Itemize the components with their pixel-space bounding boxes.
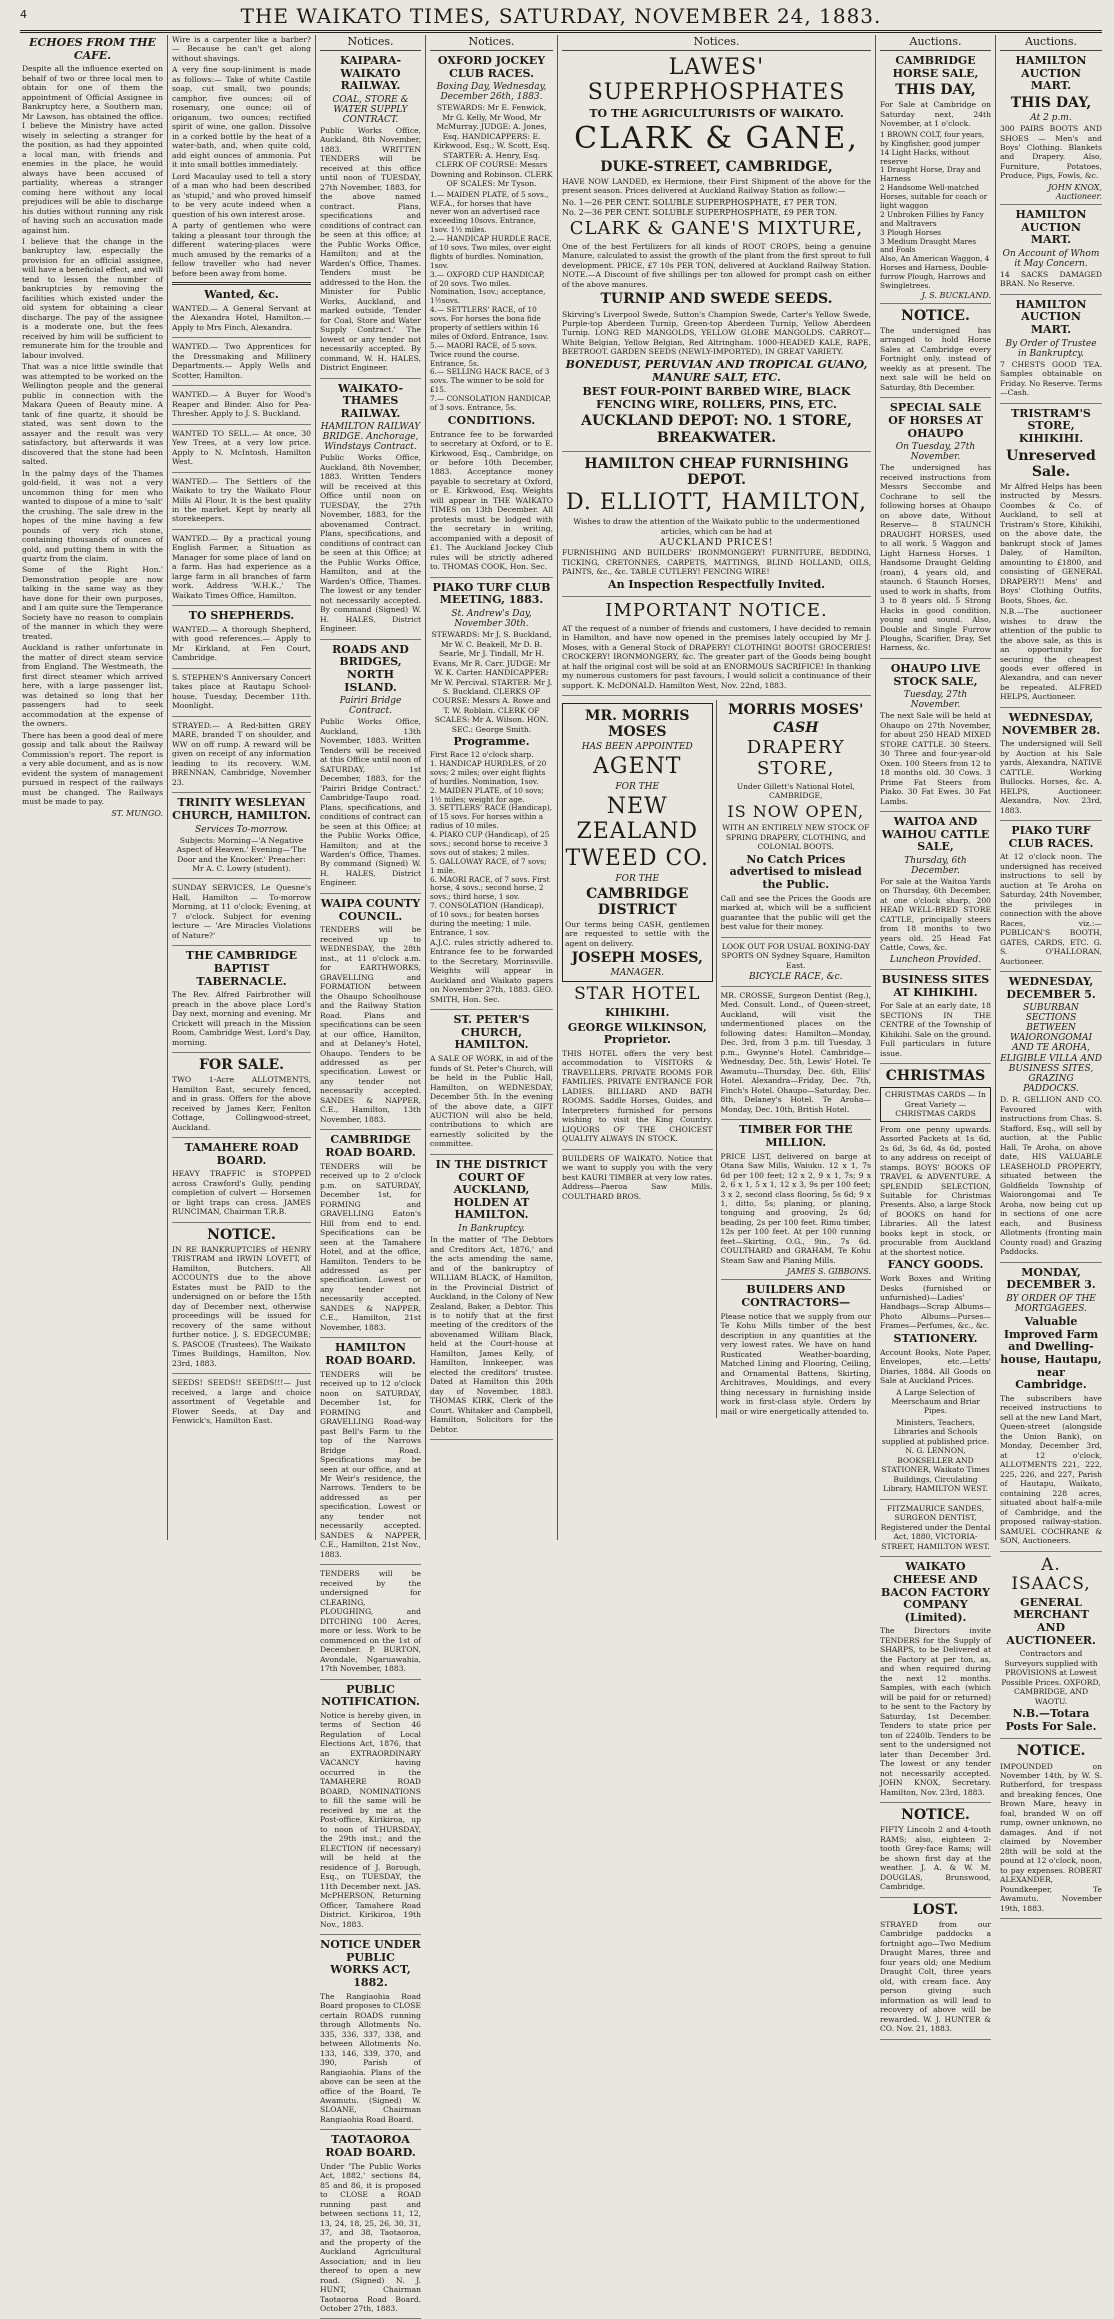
auction-lots: 1 BROWN COLT, four years, by Kingfisher, good jumper 14 Light Hacks, without reserve 1 Draught Horse, Dray and Harness 2 Handsome Well-matched Horses, suitable for coach or light waggon 2 Unbroken Fillies by Fancy and Maltravers 3 Plough Horses 3 Medium Draught Mares and Foals Also, An American Waggon, 4 Horses and Harness, Double-furrow Plough, Harrows and Swingletrees. [880, 129, 990, 290]
tweed-agency-ad [562, 703, 713, 982]
ad-body: The Rev. Alfred Fairbrother will preach in the above place Lord's Day next, morning and evening. Mr Crickett will preach in the Mission Room, Cambridge West, Lord's Day, morning. [172, 990, 311, 1047]
ad-heading: THE CAMBRIDGE BAPTIST TABERNACLE. [185, 949, 298, 988]
notice-heading: IN THE DISTRICT COURT OF AUCKLAND, HOLDEN AT HAMILTON. [435, 1157, 548, 1222]
auction-title: Valuable Improved Farm and Dwelling-house, Hautapu, near Cambridge. [1000, 1314, 1102, 1392]
article-paragraph: Despite all the influence exerted on behalf of two or three local men to obtain for one of them the appointment of Official Assignee in Bankruptcy here, a Southern man, Mr Lawson, has obtained the office. I believe the Ministry have acted wisely in selecting a stranger for the position, as had they appointed a local man, with friends and enemies in the place, he would always have been accused of partiality, whereas a stranger coming here without any local prejudices will be able to discharge his duties without running any risk of having such an accusation made against him. [22, 64, 163, 235]
notice-body: TENDERS will be received up to 2 o'clock p.m. on SATURDAY, December 1st, for FORMING and GRAVELLING Eaton's Hill from end to end. Specifications can be seen at the Tamahere Hotel, and at the office, Hamilton. Tenders to be addressed as per specification. Lowest or any tender not necessarily accepted. SANDES & NAPPER, C.E., Hamilton, 21st November, 1883. [320, 1161, 421, 1332]
notice-body: TENDERS will be received by the undersigned for CLEARING, PLOUGHING, and DITCHING 100 Acres, more or less. Work to be commenced on the 1st of December. P. BURTON, Avondale, Ngaruawahia, 17th November, 1883. [320, 1569, 421, 1674]
ad-body: STRAYED.— A Red-bitten GREY MARE, branded T on shoulder, and WW on off rump. A reward will be given on receipt of any information leading to its recovery. W.M. BRENNAN, Cambridge, November 23. [172, 720, 311, 787]
notice-subheading: St. Andrew's Day, November 30th. [451, 609, 532, 630]
ad-body: From one penny upwards. Assorted Packets at 1s 6d, 2s 6d, 3s 6d, 4s 6d, posted to any address on receipt of stamps. BOYS' BOOKS OF TRAVEL & ADVENTURE. A SPLENDID SELECTION, Suitable for Christmas Presents. Also, a large Stock of BOOKS on hand for Libraries. All the latest books kept in stock, or procurable from Auckland at the shortest notice. [880, 1124, 991, 1257]
notice-heading: PIAKO TURF CLUB MEETING, 1883. [432, 580, 551, 607]
ad-body: FITZMAURICE SANDES, SURGEON DENTIST, Registered under the Dental Act, 1880, VICTORIA-STREET, HAMILTON WEST. [880, 1503, 991, 1551]
notice-heading: ROADS AND BRIDGES, NORTH ISLAND. [332, 642, 409, 694]
ad-heading: WAIKATO CHEESE AND BACON FACTORY COMPANY (Limited). [881, 1560, 990, 1624]
misc-paragraph: Wire is a carpenter like a barber? — Because he can't get along without shavings. [172, 35, 311, 63]
two-column-ads [562, 700, 871, 1418]
ad-body: MR. CROSSE, Surgeon Dentist (Reg.), Med. Consult. Lond., of Queen-street, Auckland, will visit the undermentioned places on the following dates: Hamilton—Monday, Dec. 3rd, from 3 p.m. till Tuesday, 3 p.m., Gwynne's Hotel. Cambridge—Wednesday, Dec. 5th, Lewis' Hotel. Te Awamutu—Thursday, Dec. 6th, Ellis' Hotel. Alexandra—Friday, Dec. 7th, Finch's Hotel. Ohaupo—Saturday, Dec. 8th, Delaney's Hotel. Te Aroha—Monday, Dec. 10th, British Hotel. [720, 990, 871, 1114]
ad-body: Please notice that we supply from our Te Kohu Mills timber of the best description in any quantities at the very lowest rates. We have on hand Rusticated Weather-boarding, Matched Lining and Flooring, Ceiling, and Ornamental Battens, Skirting, Architraves, Mouldings, and every thing necessary in furnishing inside work in first-class style. Orders by mail or wire energetically attended to. [720, 1311, 871, 1416]
article-paragraph: In the palmy days of the Thames gold-field, it was not a very uncommon thing for men who wanted to dispose of a mine to 'salt' the crushing. The sale drew in the hopes of the mine having a few pounds of very rich stone, containing thousands of ounces of gold, and putting them in with the quartz from the claim. [22, 468, 163, 563]
ad-line: AGENT [593, 754, 682, 780]
ad-headline: LAWES' SUPERPHOSPHATES [587, 55, 846, 106]
wanted-ad: WANTED.— By a practical young English Farmer, a Situation as Manager for some place of land on a farm. Has had experience as a large farm in all branches of farm work. Address 'W.H.K.,' The Waikato Times Office, Hamilton. [172, 533, 311, 600]
auction-date: THIS DAY, [895, 82, 976, 99]
ad-heading: TO SHEPHERDS. [188, 609, 295, 623]
auction-body: N.B.—The auctioneer wishes to draw the attention of the public to the above sale, as this is an opportunity for securing the cheapest goods ever offered in Alexandra, and can never be repeated. ALFRED HELPS, Auctioneer. [1000, 607, 1102, 702]
ad-body: IN RE BANKRUPTCIES of HENRY TRISTRAM and IRWIN LOVETT, of Hamilton, Butchers. All ACCOUNTS due to the above Estates must be PAID to the undersigned on or before the 15th day of December next, otherwise proceedings will be issued for recovery of the same without further notice. J. S. EDGECUMBE; S. PASCOE (Trustees). The Waikato Times Buildings, Hamilton, Nov. 23rd, 1883. [172, 1245, 311, 1368]
notice-heading: TAOTAOROA ROAD BOARD. [325, 2133, 416, 2160]
notice-heading: NOTICE UNDER PUBLIC WORKS ACT, 1882. [320, 1938, 421, 1990]
notice-body: Public Works Office, Auckland, 8th November, 1883. WRITTEN TENDERS will be received at this office until noon of TUESDAY, 27th November, 1883, for the above named contract. Plans, specifications and conditions of contract can be seen at this office; at the Public Works Office, Hamilton; and at the Warden's Office, Thames. Tenders must be addressed to the Hon. the Minister for Public Works, Auckland, and marked outside, 'Tender for Coal, Store and Water Supply Contract.' The lowest or any tender not necessarily accepted. By command, W. H. HALES, District Engineer. [320, 125, 421, 373]
notice-heading: CAMBRIDGE ROAD BOARD. [325, 1133, 416, 1160]
ad-line: BICYCLE RACE, &c. [749, 971, 843, 982]
price-list: No. 1—26 PER CENT. SOLUBLE SUPERPHOSPHATE, £7 PER TON. No. 2—36 PER CENT. SOLUBLE SUPERPHOSPHATE, £9 PER TON. [562, 197, 838, 217]
ad-body: HAVE NOW LANDED, ex Hermione, their First Shipment of the above for the present season. Prices delivered at Auckland Railway Station as follow:— [562, 176, 871, 196]
auction-heading: CAMBRIDGE HORSE SALE, [892, 54, 979, 80]
ad-line: An Inspection Respectfully Invited. [608, 577, 825, 591]
ad-body: S. STEPHEN'S Anniversary Concert takes place at Rautapu School-house, Tuesday, December 11th. Moonlight. [172, 672, 311, 711]
wanted-ad: WANTED.— A General Servant at the Alexandra Hotel, Hamilton.— Apply to Mrs Finch, Alexandra. [172, 303, 311, 332]
auction-heading: OHAUPO LIVE STOCK SALE, [890, 661, 981, 688]
notice-body: Under 'The Public Works Act, 1882,' sections 84, 85 and 86, it is proposed to CLOSE a ROAD running past and between sections 11, 12, 13, 24, 18, 25, 26, 30, 31, 37, and 38, Taotaoroa, and the property of the Auckland Agricultural Association; and in lieu thereof to open a new road. (Signed) N. J. HUNT, Chairman Taotaoroa Road Board. October 27th, 1883. [320, 2161, 421, 2313]
ad-headline: A. ISAACS, [1011, 1554, 1091, 1595]
auctioneer: JOHN KNOX, Auctioneer. [1048, 182, 1102, 201]
wanted-ad: WANTED.— Two Apprentices for the Dressmaking and Millinery Departments.— Apply Wells and Scotter, Hamilton. [172, 342, 311, 380]
column-header: Notices. [562, 35, 871, 51]
auction-heading: TRISTRAM'S STORE, KIHIKIHI. [1011, 406, 1091, 445]
auction-body: The undersigned will Sell by Auction at his Sale yards, Alexandra, NATIVE CATTLE. Working Bullocks. Horses, &c. A. HELPS, Auctioneer. Alexandra, Nov. 23rd, 1883. [1000, 739, 1102, 815]
ad-heading: NOTICE. [901, 1807, 970, 1824]
auction-date: Thursday, 6th December. [904, 856, 967, 876]
ad-headline: HAMILTON CHEAP FURNISHING DEPOT. [584, 455, 849, 488]
auction-body: For Sale at an early date, 18 SECTIONS IN THE CENTRE of the Township of Kihikihi. Sale on the ground. Full particulars in future issue. [880, 1001, 991, 1058]
auction-body: At 12 o'clock noon. The undersigned has received instructions to sell by auction at Te Aroha on Saturday, 24th November, the privileges in connection with the above Races, viz.:— PUBLICAN'S BOOTH, GATES, CARDS, ETC. G. S. O'HALLORAN, Auctioneer. [1000, 852, 1102, 966]
ad-firm-name: D. ELLIOTT, HAMILTON, [565, 489, 867, 515]
ad-body: SEEDS! SEEDS!! SEEDS!!!— Just received, a large and choice assortment of Vegetable and Flower Seeds, at Day and Fenwick's, Hamilton East. [172, 1378, 311, 1426]
wanted-ad: WANTED.— The Settlers of the Waikato to try the Waikato Flour Mills Al Flour. It is the best quality in the market. Kept by nearly all storekeepers. [172, 476, 311, 524]
auction-body: The next Sale will be held at Ohaupo on 27th November, for about 250 HEAD MIXED STORE CATTLE. 30 Steers. 30 Three and four-year-old Oxen. 100 Steers from 12 to 18 months old. 30 Cows. 3 Prime Fat Steers from Piako. 30 Fat Ewes. 30 Fat Lambs. [880, 711, 991, 806]
column-display-ads [558, 35, 876, 1540]
ad-line: No Catch Prices advertised to mislead the Public. [729, 852, 862, 891]
column-public-notices [316, 35, 426, 2313]
ad-headline: IMPORTANT NOTICE. [605, 600, 828, 622]
ad-body: WANTED.— A thorough Shepherd, with good references.— Apply to Mr Kirkland, at Fen Court, Cambridge. [172, 624, 311, 663]
ad-heading: FOR SALE. [198, 1057, 284, 1074]
ad-body: Ministers, Teachers, Libraries and Schools supplied at published price. N. G. LENNON, BOOKSELLER AND STATIONER, Waikato Times Buildings, Circulating Library, HAMILTON WEST. [881, 1417, 990, 1494]
column-auctions-1 [876, 35, 996, 2034]
notice-body: Notice is hereby given, in terms of Section 46 Regulation of Local Elections Act, 1876, that an EXTRAORDINARY VACANCY having occurred in the TAMAHERE ROAD BOARD, NOMINATIONS to fill the same will be received by me at the Post-office, Kirikiroa, up to noon of THURSDAY, the 29th inst.; and the ELECTION (if necessary) will be held at the residence of J. Borough, Esq., on TUESDAY, the 11th December next. JAS. McPHERSON, Returning Officer, Tamahere Road District. Kirikiroa, 19th Nov., 1883. [320, 1710, 421, 1929]
auction-body: The subscribers have received instructions to sell at the new Land Mart, Queen-street (alongside the Union Bank), on Monday, December 3rd, at 12 o'clock, ALLOTMENTS 221, 222, 225, 226, and 227, Parish of Hautapu, Waikato, containing 228 acres, situated about half-a-mile of Cambridge, and the proposed railway-station. SAMUEL COCHRANE & SON, Auctioneers. [1000, 1393, 1102, 1546]
ad-line: HAS BEEN APPOINTED [581, 742, 693, 753]
auction-heading: HAMILTON AUCTION MART. [1015, 207, 1087, 247]
notice-body: Public Works Office, Auckland, 13th November, 1883. Written Tenders will be received at this Office until noon of SATURDAY, 1st December, 1883, for the 'Pairiri Bridge Contract.' Cambridge-Taupo road. Plans, specifications, and conditions of contract can be seen at this Office; at the Public Works Office, Hamilton; and at the Warden's Office, Thames. By command (Signed) W. H. HALES, District Engineer. [320, 717, 421, 888]
ad-body: THIS HOTEL offers the very best accommodation to VISITORS & TRAVELLERS. PRIVATE ROOMS FOR FAMILIES. PRIVATE ENTRANCE FOR LADIES. BILLIARD AND BATH ROOMS. Saddle Horses, Guides, and Interpreters furnished for persons wishing to visit the King Country. LIQUORS OF THE CHOICEST QUALITY ALWAYS IN STOCK. [562, 1048, 713, 1144]
ad-headline: TURNIP AND SWEDE SEEDS. [600, 291, 833, 308]
ad-line: AUCKLAND DEPOT: NO. 1 STORE, BREAKWATER. [581, 413, 852, 446]
ad-body: Call and see the Prices the Goods are marked at, which will be a sufficient guarantee that the public will get the best value for their money. [720, 893, 871, 932]
column-header: Notices. [320, 35, 421, 51]
column-header: Auctions. [880, 35, 991, 51]
race-programme: First Race 12 o'clock sharp. 1. HANDICAP HURDLES, of 20 sovs; 2 miles; over eight flights of hurdles. Nomination, 1sov. 2. MAIDEN PLATE, of 10 sovs; 1½ miles; weight for age. 3. SETTLERS' RACE (Handicap), of 15 sovs. For horses within a radius of 10 miles. 4. PIAKO CUP (Handicap), of 25 sovs.; second horse to receive 3 sovs out of stakes; 2 miles. 5. GALLOWAY RACE, of 7 sovs; 1 mile. 6. MAORI RACE, of 7 sovs. First horse, 4 sovs.; second horse, 2 sovs.; third horse, 1 sov. 7. CONSOLATION (Handicap), of 10 sovs.; for beaten horses during the meeting; 1 mile. Entrance, 1 sov. [430, 750, 552, 937]
ad-body: Skirving's Liverpool Swede, Sutton's Champion Swede, Carter's Yellow Swede, Purple-top Aberdeen Turnip, Green-top Aberdeen Turnip, Yellow Aberdeen Turnip. LONG RED MANGOLDS, YELLOW GLOBE MANGOLDS. CARROT—White Belgian, Yellow Belgian, Red Altringham. 1000-HEADED KALE, RAPE, BEETROOT. GARDEN SEEDS (NEWLY-IMPORTED), IN GREAT VARIETY. [562, 309, 871, 357]
ad-heading: NOTICE. [1016, 1743, 1086, 1760]
race-officials: STEWARDS: Mr J. S. Buckland, Mr W. C. Beakell, Mr D. B. Searle, Mr J. Tindall, Mr H. Evans, Mr R. Carr. JUDGE: Mr W. K. Carter. HANDICAPPER: Mr W. Percival. STARTER: Mr J. S. Buckland. CLERKS OF COURSE: Messrs A. Rowe and T. W. Roblain. CLERK OF SCALES: Mr A. Wilson. HON. SEC.: George Smith. [430, 630, 553, 734]
ad-line: FOR THE [615, 781, 660, 792]
auction-heading: WEDNESDAY, DECEMBER 5. [1006, 975, 1096, 1001]
article-paragraph: That was a nice little swindle that was attempted to be worked on the Wellington people and the general public in connection with the Makara Queen of Beauty mine. A tank of fine quartz, it should be stated, was sent down to the assayer and the result was very satisfactory, but afterwards it was discovered that the stone had been salted. [22, 362, 163, 467]
notice-heading: KAIPARA-WAIKATO RAILWAY. [339, 54, 402, 93]
notice-body: In the matter of 'The Debtors and Creditors Act, 1876,' and the acts amending the same, and of the bankruptcy of WILLIAM BLACK, of Hamilton, in the Provincial District of Auckland, in the Colony of New Zealand, Baker, a Debtor. This is to notify that at the first meeting of the creditors of the abovenamed William Black, held at the Court-house at Hamilton, James Kelly, of Hamilton, Innkeeper, was elected the creditors' trustee. Dated at Hamilton this 20th day of November, 1883. THOMAS KIRK, Clerk of the Court. Whitaker and Campbell, Hamilton, Solicitors for the Debtor. [430, 1235, 553, 1434]
ad-subheadline: GENERAL MERCHANT AND AUCTIONEER. [1006, 1595, 1096, 1647]
auction-body: For Sale at Cambridge on Saturday next, 24th November, at 1 o'clock. [880, 100, 991, 129]
auction-date: Tuesday, 27th November. [903, 690, 968, 711]
ad-heading: LOST. [912, 1901, 959, 1918]
auction-subheading: SUBURBAN SECTIONS BETWEEN WAIORONGOMAI AND TE AROHA, [1009, 1003, 1093, 1054]
ad-prices: AUCKLAND PRICES! [659, 538, 774, 549]
ad-body: AT the request of a number of friends and customers, I have decided to remain in Hamilton, and have now opened in the premises lately occupied by Mr J. Moses, with a General Stock of DRAPERY! CLOTHING! BOOTS! GROCERIES! CROCKERY! IRONMONGERY, &c. The greater part of the Goods being bought at half the original cost will be sold at an ENORMOUS SACRIFICE! In thanking my numerous customers for past favours, I would solicit a continuance of their support. K. McDONALD. Hamilton West, Nov. 22nd, 1883. [562, 623, 871, 690]
ad-body: Under Gillett's National Hotel, CAMBRIDGE, [736, 781, 855, 801]
notice-body: A.J.C. rules strictly adhered to. Entrance fee to be forwarded to the Secretary, Morrinsville. Weights will appear in Auckland and Waikato papers on November 27th, 1883. GEO. SMITH, Hon. Sec. [430, 937, 553, 1004]
ad-body: Our terms being CASH, gentlemen are requested to settle with the agent on delivery. [565, 919, 710, 948]
misc-paragraph: A party of gentlemen who were taking a pleasant tour through the different watering-places were much amused by the remarks of a fellow traveller who had never before been away from home. [172, 221, 311, 278]
ad-line: JOSEPH MOSES, [571, 950, 703, 967]
notice-body: The Rangiaohia Road Board proposes to CLOSE certain ROADS running through Allotments No. 335, 336, 337, 338, and between Allotments No. 133, 146, 339, 370, and 390, Parish of Rangiaohia. Plans of the above can be seen at the office of the Board, Te Awamutu. (Signed) W. SLOANE, Chairman Rangiaohia Road Board. [320, 1991, 421, 2124]
ad-body: One of the best Fertilizers for all kinds of ROOT CROPS, being a genuine Manure, calculated to assist the growth of the plant from the first sprout to full development. PRICE, £7 10s PER TON, delivered at Auckland Railway Station. NOTE.—A Discount of five shillings per ton allowed for prompt cash on either of the above manures. [562, 241, 871, 289]
ad-body: Contractors and Surveyors supplied with PROVISIONS at Lowest Possible Prices. OXFORD, CAMBRIDGE, AND WAOTU. [1001, 1649, 1101, 1706]
auction-subheading: On Account of Whom it May Concern. [1002, 248, 1100, 269]
ad-body: Work Boxes and Writing Desks (furnished or unfurnished)—Ladies' Handbags—Scrap Albums—Photo Albums—Purses—Frames—Perfumes, &c., &c. [880, 1274, 991, 1331]
ad-heading: NOTICE. [207, 1226, 276, 1243]
page-number: 4 [20, 8, 27, 21]
column-auctions-2 [996, 35, 1106, 1913]
auction-body: For sale at the Waitoa Yards on Thursday, 6th December, at one o'clock sharp, 200 HEAD WELL-BRED STORE CATTLE, principally steers from 18 months to two years old. 25 Head Fat Cattle, Cows, &c. [880, 877, 991, 953]
ad-line: KIHIKIHI. [605, 1005, 670, 1019]
ad-line: MR. MORRIS MOSES [584, 708, 690, 741]
notice-body: TENDERS will be received up to 12 o'clock noon on SATURDAY, December 1st, for FORMING and GRAVELLING Road-way past Bell's Farm to the top of the Narrows Bridge Road. Specifications may be seen at our office, and at Mr Weir's residence, the Narrows. Tenders to be addressed as per specification. Lowest or any tender not necessarily accepted. SANDES & NAPPER, C.E., Hamilton, 21st Nov., 1883. [320, 1369, 421, 1559]
ad-body: IMPOUNDED on November 14th, by W. S. Rutherford, for trespass and breaking fences, One Brown Mare, heavy in foal, branded W on off rump, owner unknown, no damages. And if not claimed by November 28th will be sold at the pound at 12 o'clock, noon, to pay expenses. ROBERT ALEXANDER, Poundkeeper, Te Awamutu. November 19th, 1883. [1000, 1761, 1102, 1913]
auction-body: The undersigned has received instructions from Messrs Seccombe and Cochrane to sell the following horses at Ohaupo on above date, Without Reserve— 8 STAUNCH DRAUGHT HORSES, used to all work. 5 Waggon and Light Harness Horses. 1 Handsome Draught Gelding (roan), 4 years old, and staunch. 6 Staunch Horses, used to work in shafts, from 3 to 8 years old. 5 Strong Hacks in good condition, young and sound. Also, Double and Single Furrow Ploughs, Scarifier, Dray, Set Harness, &c. [880, 463, 991, 653]
notice-body: A SALE OF WORK, in aid of the funds of St. Peter's Church, will be held in the Public Hall, Hamilton, on WEDNESDAY, December 5th. In the evening of the above date, a GIFT AUCTION will also be held, contributions to which are earnestly solicited by the committee. [430, 1054, 553, 1149]
moses-agent-column [562, 700, 717, 1418]
notice-heading: HAMILTON ROAD BOARD. [325, 1341, 416, 1368]
column-races-notices [426, 35, 558, 1540]
ad-line: N.B.—Totara Posts For Sale. [1005, 1707, 1097, 1733]
ad-line: CASH [773, 720, 819, 737]
masthead [20, 2, 1102, 33]
ad-subheading: Services To-morrow. [195, 824, 288, 835]
ad-body: A Large Selection of Meerschaum and Briar Pipes. [891, 1387, 980, 1416]
ad-body: LOOK OUT FOR USUAL BOXING-DAY SPORTS ON Sydney Square, Hamilton East. [721, 941, 871, 970]
auction-heading: WAITOA AND WAIHOU CATTLE SALE, [881, 815, 990, 854]
wanted-ad: WANTED.— A Buyer for Wood's Reaper and Binder. Also for Pea-Thresher. Apply to J. S. Buckland. [172, 390, 311, 419]
ad-body: BUILDERS OF WAIKATO. Notice that we want to supply you with the very best KAURI TIMBER at very low rates. Address—Paeroa Saw Mills. COULTHARD BROS. [562, 1153, 713, 1201]
ad-line: GEORGE WILKINSON, Proprietor. [567, 1020, 707, 1047]
notice-subheading: Pairiri Bridge Contract. [339, 696, 402, 717]
section-heading-wanted: Wanted, &c. [204, 288, 279, 302]
auction-heading: SPECIAL SALE OF HORSES AT OHAUPO [888, 401, 983, 440]
moses-drapery-column [721, 700, 872, 1418]
ad-line: MORRIS MOSES' [728, 702, 864, 719]
auction-body: Mr Alfred Helps has been instructed by Messrs. Coombes & Co. of Auckland, to sell at Tristram's Store, Kihikihi, on the above date, the bankrupt stock of James Daley, of Hamilton, amounting to £1800, and consisting of GENERAL DRAPERY!! Mens' and Boys' Clothing Outfits, Boots, Shoes, &c. [1000, 481, 1102, 605]
auction-heading: PIAKO TURF CLUB RACES. [1008, 824, 1094, 850]
ad-line: NEW ZEALAND [576, 793, 699, 845]
notice-heading: WAIPA COUNTY COUNCIL. [320, 896, 421, 923]
notice-heading: WAIKATO-THAMES RAILWAY. [337, 381, 404, 420]
ad-headline: STAR HOTEL [574, 984, 701, 1005]
column-header: Auctions. [1000, 35, 1102, 51]
ad-line: MANAGER. [610, 968, 664, 979]
auction-heading: BUSINESS SITES AT KIHIKIHI. [881, 972, 990, 999]
christmas-cards-banner: CHRISTMAS CARDS — In Great Variety — CHRISTMAS CARDS [880, 1087, 991, 1121]
ad-line: FOR THE [615, 873, 660, 884]
ad-body: PRICE LIST, delivered on barge at Otana Saw Mills, Waiuku. 12 x 1, 7s 6d per 100 feet; 12 x 2, 9 x 1, 7s; 9 x 2, 6 x 1, 5 x 1, 12 x 3, 9s per 100 feet; 3 x 2, second class flooring, 5s 6d; 9 x 1, ditto, 5s; planing, or planing, tonguing and grooving, 2s 6d; beading, 2s per 100 feet. Rimu timber, 12s per 100 feet. At per 100 running feet—Skirting, O.G., 9in., 7s 6d. COULTHARD and GRAHAM, Te Kohu Steam Saw and Planing Mills. [720, 1151, 871, 1265]
auction-date: THIS DAY, [1010, 94, 1092, 111]
ad-firm-name: CLARK & GANE, [574, 121, 859, 157]
notice-heading: CONDITIONS. [447, 413, 536, 427]
column-misc-wanted [168, 35, 316, 1540]
auction-heading: WEDNESDAY, NOVEMBER 28. [1001, 710, 1101, 737]
auction-body: 300 PAIRS BOOTS AND SHOES — Men's and Boys' Clothing. Blankets and Drapery. Also, Furniture, Potatoes, Produce, Pigs, Fowls, &c. [1000, 124, 1102, 181]
auction-body: The undersigned has arranged to hold Horse Sales at Cambridge every Fortnight only, instead of weekly as at present. The next sale will be held on Saturday, 8th December. [880, 325, 991, 392]
ad-headline: CLARK & GANE'S MIXTURE, [569, 218, 864, 240]
ad-heading: STATIONERY. [893, 1331, 978, 1345]
notice-heading: OXFORD JOCKEY CLUB RACES. [437, 54, 546, 80]
ad-line: DRAPERY STORE, [746, 737, 845, 780]
ad-body: STRAYED from our Cambridge paddocks a fortnight ago—Two Medium Draught Mares, three and four years old; one Medium Draught Colt, three years old, with cream face. Any person giving such information as will lead to recovery of above will be rewarded. W. J. HUNTER & CO. Nov. 21, 1883. [880, 1919, 991, 2034]
ad-body: Account Books, Note Paper, Envelopes, etc.—Letts' Diaries, 1884. All Goods on Sale at Auckland Prices. [880, 1347, 991, 1386]
ad-line: TWEED CO. [565, 846, 710, 872]
auction-date: On Tuesday, 27th November. [895, 442, 976, 463]
ad-line: BONEDUST, PERUVIAN AND TROPICAL GUANO, MANURE SALT, ETC. [565, 357, 868, 384]
notice-heading: Programme. [453, 735, 530, 749]
article-paragraph: I believe that the change in the bankruptcy law, especially the provision for an official assignee, will have a beneficial effect, and will tend to lessen the number of bankruptcies by removing the facilities which existed under the old system for obtaining a clear discharge. The pay of the assignee is a moderate one, but the fees received by him will be sufficient to remunerate him for the trouble and labour involved. [22, 237, 163, 360]
ad-heading: FANCY GOODS. [887, 1258, 984, 1272]
ad-line: BEST FOUR-POINT BARBED WIRE, BLACK FENCING WIRE, ROLLERS, PINS, ETC. [582, 385, 851, 411]
ad-body: TWO 1-Acre ALLOTMENTS, Hamilton East, securely fenced, and in grass. Offers for the above received by James Kerr, Fenlton Cottage, Collingwood-street, Auckland. [172, 1075, 311, 1132]
auction-body: D. R. GELLION AND CO. Favoured with instructions from Chas. S. Stafford, Esq., will sell by auction, at the Public Hall, Te Aroha, on above date, HIS VALUABLE LEASEHOLD PROPERTY, situated between the Goldfields Township of Waiorongomai and Te Aroha, now being cut up in sections of one acre each, and Business Allotments (fronting main County road) and Grazing Paddocks. [1000, 1095, 1102, 1257]
notice-subheading: Boxing Day, Wednesday, December 26th, 1883. [436, 82, 547, 103]
article-heading: ECHOES FROM THE CAFE. [29, 36, 156, 62]
ad-body: SUNDAY SERVICES, Le Quesne's Hall, Hamilton — To-morrow Morning, at 11 o'clock; Evening, at 7 o'clock. Subject for evening lecture — 'Are Miracles Violations of Nature?' [172, 883, 311, 940]
ad-subheadline: TO THE AGRICULTURISTS OF WAIKATO. [589, 106, 844, 120]
notice-body: Public Works Office, Auckland, 8th November, 1883. Written Tenders will be received at this Office until noon on TUESDAY, the 27th November, 1883, for the abovenamed Contract. Plans, specifications, and conditions of contract can be seen at this Office; at the Public Works Office, Hamilton, and at the Warden's Office, Thames. The lowest or any tender not necessarily accepted. By command (Signed) W. H. HALES, District Engineer. [320, 453, 421, 634]
ad-headline: BUILDERS AND CONTRACTORS— [741, 1283, 851, 1310]
auction-time: At 2 p.m. [1030, 113, 1072, 124]
notice-body: Entrance fee to be forwarded to secretary at Oxford, or to E. Kirkwood, Esq., Cambridge, on or before 10th December, 1883. Acceptance money payable to secretary at Oxford, or E. Kirkwood, Esq. Weights will appear in THE WAIKATO TIMES on 13th December. All protests must be lodged with the secretary in writing, accompanied with a deposit of £1. The Auckland Jockey Club rules will be strictly adhered to. THOMAS COOK, Hon. Sec. [430, 429, 553, 572]
auction-body: 14 SACKS DAMAGED BRAN. No Reserve. [1000, 269, 1102, 289]
auction-body: 7 CHESTS GOOD TEA. Samples obtainable on Friday. No Reserve. Terms—Cash. [1000, 359, 1102, 398]
auction-heading: HAMILTON AUCTION MART. [1015, 54, 1087, 93]
race-programme: 1.— MAIDEN PLATE, of 5 sovs., W.F.A., for horses that have never won an advertised race exceeding 10sovs. Entrance, 1sov. 1½ miles. 2.— HANDICAP HURDLE RACE, of 10 sovs. Two miles, over eight flights of hurdles. Nomination, 1sov. 3.— OXFORD CUP HANDICAP, of 20 sovs. Two miles. Nomination, 1sov.; acceptance, 1½sovs. 4.— SETTLERS' RACE, of 10 sovs. For horses the bona fide property of settlers within 16 miles of Oxford. Entrance, 1sov. 5.— MAORI RACE, of 5 sovs. Twice round the course. Entrance, 5s. 6.— SELLING HACK RACE, of 3 sovs. The winner to be sold for £15. 7.— CONSOLATION HANDICAP, of 3 sovs. Entrance, 5s. [430, 189, 552, 413]
ad-body: The Directors invite TENDERS for the Supply of SHARPS, to be Delivered at the Factory at per ton, as, and when required during the next 12 months. Samples, with each (which will be paid for or returned) to be sent to the Factory by Saturday, 1st December. Tenders to state price per ton of 2240lb. Tenders to be sent to the undersigned not later than December 3rd. The lowest or any tender not necessarily accepted. JOHN KNOX, Secretary. Hamilton, Nov. 23rd, 1883. [880, 1626, 991, 1797]
notice-subheading: In Bankruptcy. [458, 1224, 525, 1235]
article-paragraph: There has been a good deal of mere gossip and talk about the Railway Commission's report. The report is a very able document, and as is now evident the system of management pursued in respect of the railways must be changed. The Railways must be made to pay. [22, 730, 163, 807]
misc-paragraph: Lord Macaulay used to tell a story of a man who had been described as 'stupid,' and who proved himself to be very acute indeed when a question of his own interest arose. [172, 171, 311, 219]
ad-body: HEAVY TRAFFIC is STOPPED across Crawford's Gully, pending completion of culvert — Horsemen or light traps can cross. JAMES RUNCIMAN, Chairman T.R.B. [172, 1169, 311, 1217]
notice-body: TENDERS will be received up to WEDNESDAY, the 28th inst., at 11 o'clock a.m. for EARTHWORKS, GRAVELLING and FORMATION between the Ohaupo Schoolhouse and the Railway Station Road. Plans and specifications can be seen at our office, Hamilton, and at Delaney's Hotel, Ohaupo. Tenders to be addressed as per specification. Lowest or any tender not necessarily accepted. SANDES & NAPPER, C.E., Hamilton, 13th November, 1883. [320, 925, 421, 1124]
article-paragraph: Some of the Right Hon.' Demonstration people are now talking in the same way as they have done for their own purposes, and I am quite sure the Temperance Society have no reason to complain of the manner in which they were treated. [22, 565, 163, 641]
article-signoff: ST. MUNGO. [111, 808, 163, 818]
ad-heading: TAMAHERE ROAD BOARD. [184, 1141, 299, 1167]
ad-headline: TIMBER FOR THE MILLION. [739, 1123, 853, 1149]
wanted-ad: WANTED TO SELL.— At once, 30 Yew Trees, at a very low price. Apply to N. McIntosh, Hamilton West. [172, 428, 311, 467]
ad-body: Wishes to draw the attention of the Waikato public to the undermentioned articles, which can be had at [573, 517, 860, 536]
ad-heading: TRINITY WESLEYAN CHURCH, HAMILTON. [172, 796, 311, 822]
auction-heading: NOTICE. [901, 307, 970, 324]
auction-subheading: BY ORDER OF THE MORTGAGEES. [1006, 1293, 1096, 1314]
misc-paragraph: A very fine soup-liniment is made as follows:— Take of white Castile soap, cut small, two pounds; camphor, five ounces; oil of rosemary, one ounce; oil of origanum, two ounces; rectified spirit of wine, one gallon. Dissolve in a corked bottle by the heat of a water-bath, and, when quite cold, add eight ounces of ammonia. Put it into small bottles immediately. [172, 65, 311, 170]
ad-body: Subjects: Morning—'A Negative Aspect of Heaven.' Evening—'The Door and the Knocker.' Preacher: Mr A. C. Lowry (student). [176, 835, 307, 873]
masthead-title: THE WAIKATO TIMES, SATURDAY, NOVEMBER 24, 1883. [240, 4, 882, 28]
ad-body: WITH AN ENTIRELY NEW STOCK OF SPRING DRAPERY, CLOTHING, and COLONIAL BOOTS. [722, 823, 870, 852]
race-officials: STEWARDS: Mr E. Fenwick, Mr G. Kelly, Mr Wood, Mr McMurray. JUDGE: A. Jones, Esq. HANDICAPPERS: E. Kirkwood, Esq.; W. Scott, Esq. STARTER: A. Henry, Esq. CLERK OF COURSE: Messrs Downing and Robinson. CLERK OF SCALES: Mr Tyson. [430, 103, 553, 189]
auctioneer: J. S. BUCKLAND. [921, 290, 991, 300]
auction-note: Luncheon Provided. [889, 954, 982, 965]
ad-body: FURNISHING AND BUILDERS' IRONMONGERY! FURNITURE, BEDDING, TICKING, CRETONNES, CARPETS, MATTINGS, BLIND HOLLAND, OILS, PAINTS, &c., &c. TABLE CUTLERY! FENCING WIRE! [562, 548, 871, 577]
ad-headline: CHRISTMAS [885, 1068, 986, 1085]
ad-signature: JAMES S. GIBBONS. [786, 1267, 871, 1277]
auction-subheading: ELIGIBLE VILLA AND BUSINESS SITES, GRAZING PADDOCKS. [1000, 1054, 1102, 1095]
notice-subheading: COAL, STORE & WATER SUPPLY CONTRACT. [332, 94, 409, 125]
column-editorial [18, 35, 168, 1540]
column-header: Notices. [430, 35, 553, 51]
notice-heading: ST. PETER'S CHURCH, HAMILTON. [453, 1013, 530, 1052]
auction-subheading: By Order of Trustee in Bankruptcy. [1005, 338, 1097, 359]
auction-subheading: Unreserved Sale. [1006, 447, 1096, 480]
ad-body: FIFTY Lincoln 2 and 4-tooth RAMS; also, eighteen 2-tooth Grey-face Rams; will be shown first day at the weather. J. A. & W. M. DOUGLAS, Brunswood, Cambridge. [880, 1825, 991, 1892]
notice-subheading: HAMILTON RAILWAY BRIDGE. Anchorage, Windstays Contract. [320, 422, 421, 453]
auction-heading: MONDAY, DECEMBER 3. [1006, 1265, 1096, 1292]
notice-heading: PUBLIC NOTIFICATION. [321, 1682, 420, 1709]
ad-line: IS NOW OPEN, [727, 801, 865, 821]
article-paragraph: Auckland is rather unfortunate in the matter of direct steam service from England. The Westmeath, the first direct steamer which arrived here, with a large passenger list, was detained so long that her passengers had to seek accommodation at the expense of the owners. [22, 643, 163, 729]
ad-line: CAMBRIDGE DISTRICT [586, 885, 689, 918]
ad-address: DUKE-STREET, CAMBRIDGE, [600, 158, 833, 175]
auction-heading: HAMILTON AUCTION MART. [1015, 297, 1087, 337]
